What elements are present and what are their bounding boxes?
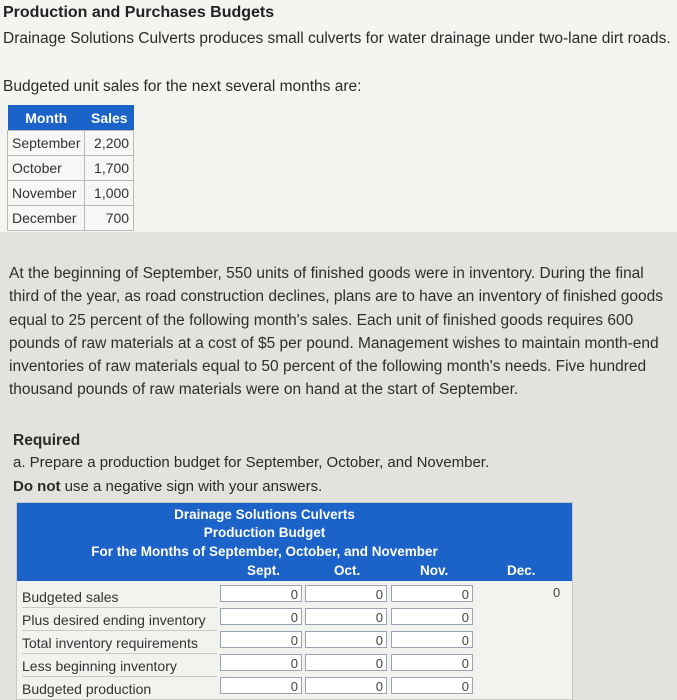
sales-month: November [8,181,85,206]
row-label-total-requirements: Total inventory requirements [22,633,217,654]
required-item-a: a. Prepare a production budget for September, October, and November. [13,454,490,471]
budgeted-sales-oct: 0 [305,585,387,602]
page-title: Production and Purchases Budgets [3,4,275,21]
ending-inventory-nov[interactable]: 0 [391,608,473,625]
ending-inventory-sept[interactable]: 0 [220,608,302,625]
table-row [8,206,134,231]
table-row [8,131,134,156]
sales-table [7,105,134,231]
required-note [13,478,322,495]
row-label-budgeted-production: Budgeted production [22,681,152,697]
sales-month: December [8,206,85,231]
sales-intro: Budgeted unit sales for the next several months are: [3,78,362,95]
sales-month: October [8,156,85,181]
intro-text: Drainage Solutions Culverts produces small culverts for water drainage under two-lane dirt roads. [3,30,671,47]
beginning-inventory-oct[interactable]: 0 [305,654,387,671]
sales-value: 1,700 [85,156,134,181]
sales-value: 700 [85,206,134,231]
budgeted-production-oct[interactable]: 0 [305,677,387,694]
col-head-sept: Sept. [247,563,281,578]
required-note-rest: use a negative sign with your answers. [60,478,323,495]
production-budget-table [16,502,573,700]
col-head-nov: Nov. [420,563,449,578]
problem-paragraph: At the beginning of September, 550 units of finished goods were in inventory. During the final third of the year, as road construction declines, plans are to have an inventory of finished goods equal to 25 percent of the following month's sales. Each unit of finished goods requires 600 pounds of raw materials at a cost of $5 per pound. Management wishes to maintain month-end inventories of raw materials equal to 50 percent of the following month's needs. Five hundred thousand pounds of raw materials were on hand at the start of September. [9,265,663,399]
ending-inventory-oct[interactable]: 0 [305,608,387,625]
table-row [8,181,134,206]
budgeted-sales-nov: 0 [391,585,473,602]
budget-name: Production Budget [203,525,326,540]
total-requirements-nov[interactable]: 0 [391,631,473,648]
total-requirements-sept[interactable]: 0 [220,631,302,648]
row-label-budgeted-sales: Budgeted sales [22,587,217,608]
row-label-beginning-inventory: Less beginning inventory [22,656,217,677]
sales-header-month: Month [8,105,85,131]
beginning-inventory-sept[interactable]: 0 [220,654,302,671]
budget-header [17,503,572,581]
budgeted-sales-sept: 0 [220,585,302,602]
col-head-dec: Dec. [507,563,536,578]
col-head-oct: Oct. [334,563,361,578]
row-label-ending-inventory: Plus desired ending inventory [22,610,217,631]
beginning-inventory-nov[interactable]: 0 [391,654,473,671]
sales-header-sales: Sales [85,105,134,131]
sales-value: 1,000 [85,181,134,206]
budgeted-production-sept[interactable]: 0 [220,677,302,694]
required-note-bold: Do not [13,478,61,495]
budget-company: Drainage Solutions Culverts [174,507,355,522]
budget-period: For the Months of September, October, and November [91,544,438,559]
sales-month: September [8,131,85,156]
required-heading: Required [13,432,81,449]
budgeted-sales-dec: 0 [553,585,561,600]
total-requirements-oct[interactable]: 0 [305,631,387,648]
budgeted-production-nov[interactable]: 0 [391,677,473,694]
table-row [8,156,134,181]
sales-value: 2,200 [85,131,134,156]
